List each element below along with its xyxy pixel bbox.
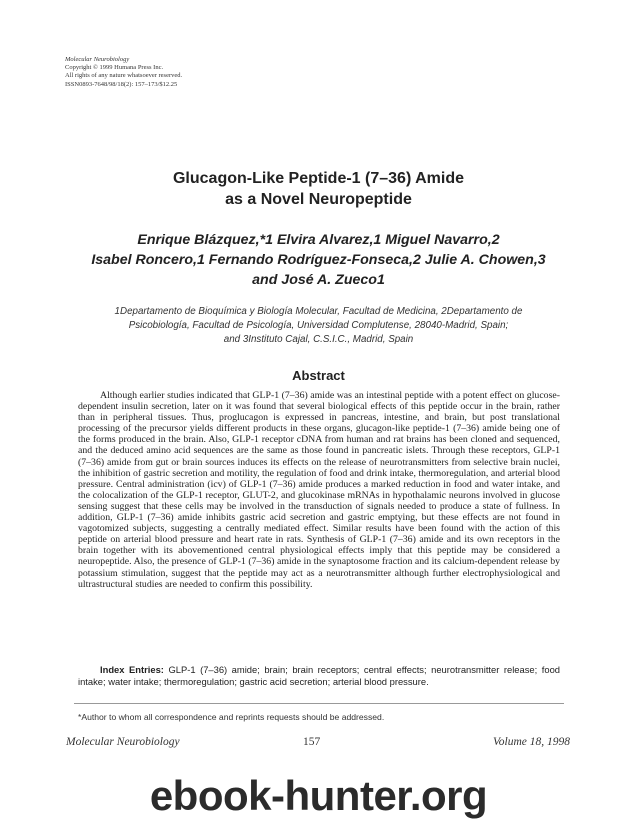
header-rights: All rights of any nature whatsoever reserved. — [65, 72, 183, 80]
header-issn: ISSN0893-7648/98/18(2): 157–173/$12.25 — [65, 80, 178, 88]
title-line-1: Glucagon-Like Peptide-1 (7–36) Amide — [172, 170, 465, 187]
footer-journal: Molecular Neurobiology — [66, 736, 180, 748]
index-entries — [78, 664, 560, 688]
authors-line-3: and José A. Zueco1 — [252, 272, 385, 288]
paper-title — [0, 168, 637, 210]
header-journal-name: Molecular Neurobiology — [65, 56, 130, 63]
affiliation-line-2: Psicobiología, Facultad de Psicología, Universidad Complutense, 28040-Madrid, Spain; — [128, 320, 509, 331]
correspondence-footnote: *Author to whom all correspondence and reprints requests should be addressed. — [78, 712, 385, 722]
journal-header — [65, 56, 182, 89]
abstract-heading: Abstract — [292, 368, 345, 383]
index-entries-label: Index Entries: — [100, 664, 164, 675]
header-copyright: Copyright © 1999 Humana Press Inc. — [65, 64, 164, 72]
footer-volume: Volume 18, 1998 — [493, 736, 570, 748]
author-list — [20, 230, 617, 290]
affiliation-line-3: and 3Instituto Cajal, C.S.I.C., Madrid, Spain — [223, 334, 414, 345]
authors-line-1: Enrique Blázquez,*1 Elvira Alvarez,1 Miguel Navarro,2 — [137, 232, 500, 248]
page-number: 157 — [303, 736, 321, 748]
index-entries-text: GLP-1 (7–36) amide; brain; brain receptors; central effects; neurotransmitter release; food intake; water intake; thermoregulation; gastric acid secretion; arterial blood pressure. — [78, 664, 561, 687]
footnote-divider — [74, 703, 564, 704]
title-line-2: as a Novel Neuropeptide — [225, 191, 412, 208]
affiliation-line-1: 1Departamento de Bioquímica y Biología Molecular, Facultad de Medicina, 2Departamento de — [114, 306, 523, 317]
watermark-text: ebook-hunter.org — [149, 772, 488, 819]
abstract-text: Although earlier studies indicated that GLP-1 (7–36) amide was an intestinal peptide with a potent effect on glucose-dependent insulin secretion, later on it was found that several biological effects of this peptide occur in the brain, rather than in peripheral tissues. Thus, proglucagon is expressed in pancreas, intestine, and brain, but post translational processing of the precursor yields different products in these organs, glucagon-like peptide-1 (7–36) amide being one of the forms produced in the brain. Also, GLP-1 receptor cDNA from human and rat brains has been cloned and sequenced, and the deduced amino acid sequences are the same as those found in pancreatic islets. Through these receptors, GLP-1 (7–36) amide from gut or brain sources induces its effects on the release of neurotransmitters from selective brain nuclei, the inhibition of gastric secretion and motility, the regulation of food and drink intake, thermoregulation, and arterial blood pressure. Central administration (icv) of GLP-1 (7–36) amide produces a marked reduction in food and water intake, and the colocalization of the GLP-1 receptor, GLUT-2, and glucokinase mRNAs in hypothalamic neurons involved in glucose sensing suggest that these cells may be involved in the transduction of signals needed to produce a state of fullness. In addition, GLP-1 (7–36) amide inhibits gastric acid secretion and gastric emptying, but these effects are not found in vagotomized subjects, suggesting a centrally mediated effect. Similar results have been found with the action of this peptide on arterial blood pressure and heart rate in rats. Synthesis of GLP-1 (7–36) amide and its own receptors in the brain together with its abovementioned central physiological effects imply that this peptide may be considered a neuropeptide. Also, the presence of GLP-1 (7–36) amide in the synaptosome fraction and its calcium-dependent release by potassium stimulation, suggest that the peptide may act as a neurotransmitter although further electrophysiological and ultrastructural studies are needed to confirm this possibility. — [78, 390, 560, 590]
affiliations — [70, 305, 567, 347]
authors-line-2: Isabel Roncero,1 Fernando Rodríguez-Fonseca,2 Julie A. Chowen,3 — [91, 252, 546, 268]
